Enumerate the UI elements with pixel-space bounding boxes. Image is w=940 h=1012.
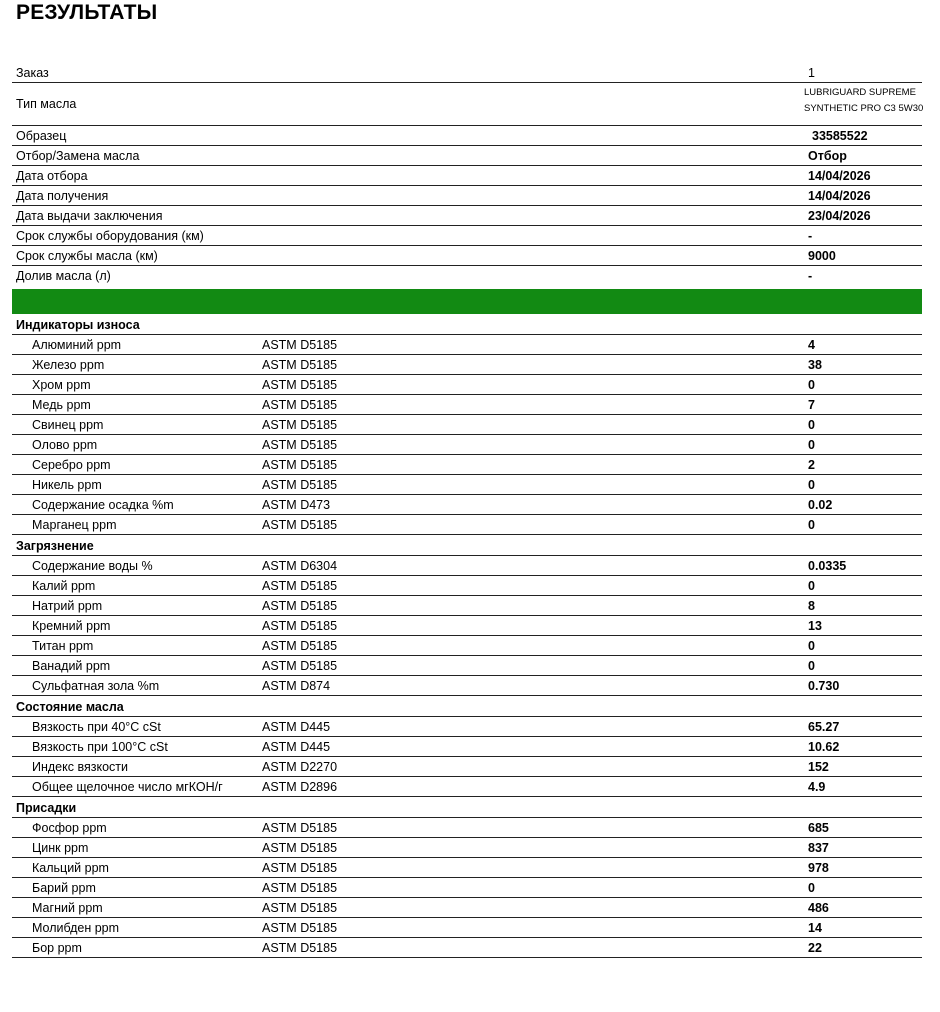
result-value: 0 bbox=[808, 418, 815, 432]
info-row-sampling-type bbox=[12, 146, 922, 166]
test-method: ASTM D874 bbox=[262, 679, 331, 693]
parameter-name: Никель ppm bbox=[32, 478, 102, 492]
table-row bbox=[12, 375, 922, 395]
parameter-name: Хром ppm bbox=[32, 378, 91, 392]
info-row-sample bbox=[12, 126, 922, 146]
result-value: 0 bbox=[808, 378, 815, 392]
result-value: 837 bbox=[808, 841, 829, 855]
section-title: Загрязнение bbox=[16, 539, 94, 553]
parameter-name: Вязкость при 100°C cSt bbox=[32, 740, 168, 754]
result-value: 0 bbox=[808, 659, 815, 673]
result-value: 685 bbox=[808, 821, 829, 835]
parameter-name: Общее щелочное число мгКОН/г bbox=[32, 780, 223, 794]
info-row-equipment-life bbox=[12, 226, 922, 246]
test-method: ASTM D5185 bbox=[262, 881, 338, 895]
page-title: РЕЗУЛЬТАТЫ bbox=[16, 1, 158, 24]
result-value: 13 bbox=[808, 619, 822, 633]
sampling-type-label: Отбор/Замена масла bbox=[16, 149, 140, 163]
table-row bbox=[12, 515, 922, 535]
table-row bbox=[12, 717, 922, 737]
result-value: 0 bbox=[808, 478, 815, 492]
parameter-name: Алюминий ppm bbox=[32, 338, 122, 352]
parameter-name: Свинец ppm bbox=[32, 418, 104, 432]
result-value: 10.62 bbox=[808, 740, 840, 754]
table-row bbox=[12, 335, 922, 355]
parameter-name: Натрий ppm bbox=[32, 599, 103, 613]
result-value: 4 bbox=[808, 338, 815, 352]
parameter-name: Сульфатная зола %m bbox=[32, 679, 160, 693]
result-value: 14 bbox=[808, 921, 822, 935]
result-value: 0 bbox=[808, 518, 815, 532]
result-value: 0 bbox=[808, 639, 815, 653]
report-date-value: 23/04/2026 bbox=[808, 209, 871, 223]
info-row-order bbox=[12, 63, 922, 83]
table-row bbox=[12, 777, 922, 797]
table-row bbox=[12, 938, 922, 958]
result-value: 0 bbox=[808, 579, 815, 593]
parameter-name: Индекс вязкости bbox=[32, 760, 128, 774]
result-value: 0 bbox=[808, 881, 815, 895]
top-up-value: - bbox=[808, 269, 813, 283]
result-value: 152 bbox=[808, 760, 829, 774]
order-label: Заказ bbox=[16, 66, 49, 80]
result-value: 978 bbox=[808, 861, 829, 875]
parameter-name: Титан ppm bbox=[32, 639, 94, 653]
test-method: ASTM D5185 bbox=[262, 358, 338, 372]
table-row bbox=[12, 355, 922, 375]
test-method: ASTM D2270 bbox=[262, 760, 338, 774]
result-value: 0.0335 bbox=[808, 559, 847, 573]
test-method: ASTM D5185 bbox=[262, 478, 338, 492]
test-method: ASTM D5185 bbox=[262, 418, 338, 432]
section-title: Присадки bbox=[16, 801, 77, 815]
info-row-oil-type bbox=[12, 83, 922, 126]
sample-value: 33585522 bbox=[812, 129, 868, 143]
received-date-label: Дата получения bbox=[16, 189, 109, 203]
test-method: ASTM D473 bbox=[262, 498, 331, 512]
table-row bbox=[12, 415, 922, 435]
test-method: ASTM D5185 bbox=[262, 921, 338, 935]
parameter-name: Вязкость при 40°C cSt bbox=[32, 720, 161, 734]
test-method: ASTM D5185 bbox=[262, 378, 338, 392]
test-method: ASTM D5185 bbox=[262, 861, 338, 875]
sampling-date-label: Дата отбора bbox=[16, 169, 88, 183]
oil-life-label: Срок службы масла (км) bbox=[16, 249, 158, 263]
result-value: 0 bbox=[808, 438, 815, 452]
table-row bbox=[12, 475, 922, 495]
test-method: ASTM D445 bbox=[262, 720, 331, 734]
table-row bbox=[12, 495, 922, 515]
info-row-sampling-date bbox=[12, 166, 922, 186]
table-row bbox=[12, 656, 922, 676]
result-value: 0.730 bbox=[808, 679, 840, 693]
table-row bbox=[12, 898, 922, 918]
test-method: ASTM D5185 bbox=[262, 458, 338, 472]
result-value: 486 bbox=[808, 901, 829, 915]
section-title: Индикаторы износа bbox=[16, 318, 140, 332]
section-header bbox=[12, 314, 922, 335]
section-header bbox=[12, 535, 922, 556]
test-method: ASTM D445 bbox=[262, 740, 331, 754]
table-row bbox=[12, 878, 922, 898]
equipment-life-value: - bbox=[808, 229, 813, 243]
result-value: 2 bbox=[808, 458, 815, 472]
parameter-name: Бор ppm bbox=[32, 941, 82, 955]
table-row bbox=[12, 435, 922, 455]
test-method: ASTM D5185 bbox=[262, 518, 338, 532]
results-table bbox=[12, 63, 922, 958]
parameter-name: Кремний ppm bbox=[32, 619, 111, 633]
section-title: Состояние масла bbox=[16, 700, 124, 714]
sample-label: Образец bbox=[16, 129, 67, 143]
sections-container bbox=[12, 314, 922, 958]
table-row bbox=[12, 636, 922, 656]
table-row bbox=[12, 676, 922, 696]
parameter-name: Калий ppm bbox=[32, 579, 96, 593]
result-value: 65.27 bbox=[808, 720, 840, 734]
table-row bbox=[12, 556, 922, 576]
table-row bbox=[12, 576, 922, 596]
order-value: 1 bbox=[808, 66, 815, 80]
test-method: ASTM D5185 bbox=[262, 901, 338, 915]
table-row bbox=[12, 455, 922, 475]
test-method: ASTM D5185 bbox=[262, 841, 338, 855]
test-method: ASTM D5185 bbox=[262, 599, 338, 613]
info-row-oil-life bbox=[12, 246, 922, 266]
result-value: 4.9 bbox=[808, 780, 826, 794]
info-row-top-up bbox=[12, 266, 922, 287]
parameter-name: Содержание воды % bbox=[32, 559, 153, 573]
parameter-name: Молибден ppm bbox=[32, 921, 120, 935]
table-row bbox=[12, 395, 922, 415]
sampling-type-value: Отбор bbox=[808, 149, 847, 163]
section-header bbox=[12, 797, 922, 818]
table-row bbox=[12, 616, 922, 636]
result-value: 0.02 bbox=[808, 498, 833, 512]
info-row-received-date bbox=[12, 186, 922, 206]
status-bar bbox=[12, 289, 922, 314]
parameter-name: Железо ppm bbox=[32, 358, 105, 372]
table-row bbox=[12, 858, 922, 878]
oil-type-label: Тип масла bbox=[16, 97, 77, 111]
parameter-name: Содержание осадка %m bbox=[32, 498, 174, 512]
result-value: 7 bbox=[808, 398, 815, 412]
parameter-name: Цинк ppm bbox=[32, 841, 89, 855]
report-date-label: Дата выдачи заключения bbox=[16, 209, 163, 223]
test-method: ASTM D6304 bbox=[262, 559, 338, 573]
parameter-name: Марганец ppm bbox=[32, 518, 117, 532]
result-value: 38 bbox=[808, 358, 822, 372]
parameter-name: Барий ppm bbox=[32, 881, 96, 895]
parameter-name: Кальций ppm bbox=[32, 861, 109, 875]
parameter-name: Ванадий ppm bbox=[32, 659, 111, 673]
test-method: ASTM D5185 bbox=[262, 579, 338, 593]
info-row-report-date bbox=[12, 206, 922, 226]
equipment-life-label: Срок службы оборудования (км) bbox=[16, 229, 204, 243]
result-value: 8 bbox=[808, 599, 815, 613]
oil-life-value: 9000 bbox=[808, 249, 836, 263]
sampling-date-value: 14/04/2026 bbox=[808, 169, 871, 183]
table-row bbox=[12, 838, 922, 858]
top-up-label: Долив масла (л) bbox=[16, 269, 111, 283]
test-method: ASTM D5185 bbox=[262, 398, 338, 412]
table-row bbox=[12, 737, 922, 757]
table-row bbox=[12, 757, 922, 777]
test-method: ASTM D5185 bbox=[262, 821, 338, 835]
received-date-value: 14/04/2026 bbox=[808, 189, 871, 203]
test-method: ASTM D2896 bbox=[262, 780, 338, 794]
parameter-name: Медь ppm bbox=[32, 398, 91, 412]
result-value: 22 bbox=[808, 941, 822, 955]
parameter-name: Олово ppm bbox=[32, 438, 98, 452]
test-method: ASTM D5185 bbox=[262, 338, 338, 352]
table-row bbox=[12, 596, 922, 616]
table-row bbox=[12, 918, 922, 938]
test-method: ASTM D5185 bbox=[262, 941, 338, 955]
parameter-name: Магний ppm bbox=[32, 901, 103, 915]
oil-type-value: LUBRIGUARD SUPREME SYNTHETIC PRO C3 5W30 bbox=[804, 87, 924, 114]
parameter-name: Фосфор ppm bbox=[32, 821, 107, 835]
test-method: ASTM D5185 bbox=[262, 659, 338, 673]
test-method: ASTM D5185 bbox=[262, 639, 338, 653]
section-header bbox=[12, 696, 922, 717]
test-method: ASTM D5185 bbox=[262, 438, 338, 452]
parameter-name: Серебро ppm bbox=[32, 458, 111, 472]
test-method: ASTM D5185 bbox=[262, 619, 338, 633]
table-row bbox=[12, 818, 922, 838]
